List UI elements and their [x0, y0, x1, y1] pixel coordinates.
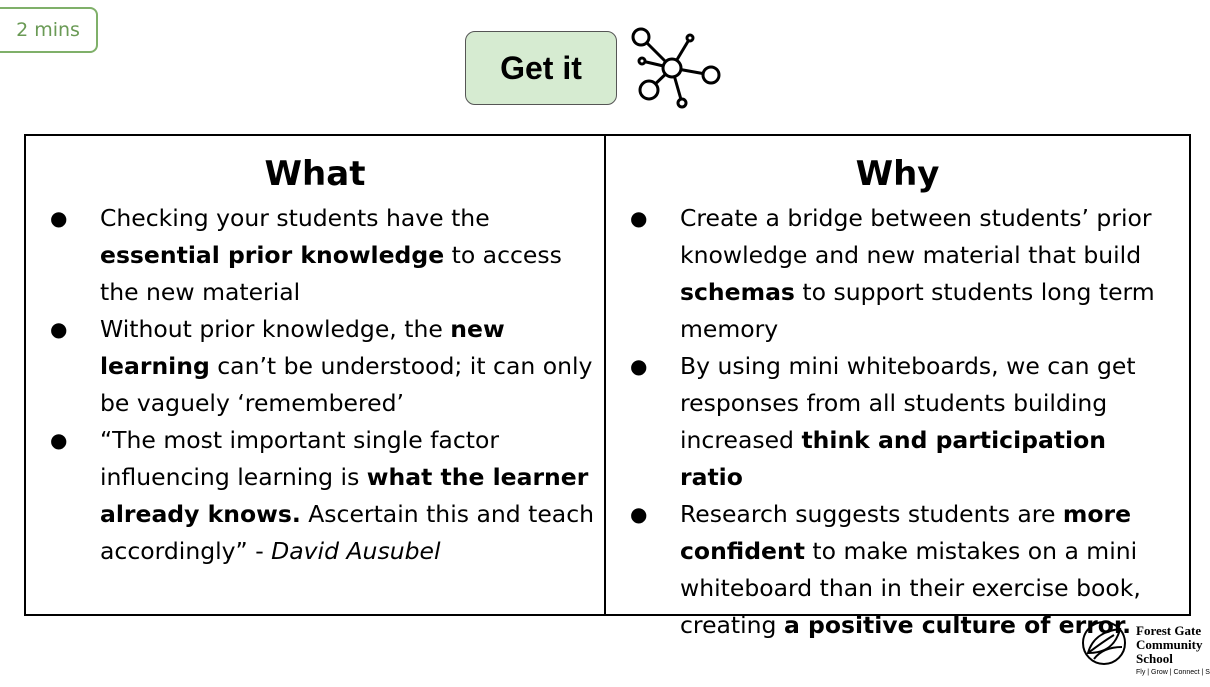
leaf-logo-icon: [1080, 619, 1128, 667]
title-label: Get it: [500, 49, 582, 86]
bullet-dot: ●: [630, 354, 648, 378]
bullet-text-segment: Ascertain this and teach accordingly” -: [100, 500, 595, 565]
why-heading: Why: [855, 154, 940, 194]
bullet-item: [26, 422, 596, 570]
bullet-text-segment: think and participation ratio: [680, 426, 1106, 491]
why-column: [606, 136, 1189, 639]
bullet-text-segment: Create a bridge between students’ prior knowledge and new material that build: [680, 204, 1152, 269]
bullet-text-segment: more confident: [680, 500, 1132, 565]
what-heading: What: [264, 154, 366, 194]
school-logo: [1080, 619, 1210, 685]
bullet-item: [26, 311, 596, 422]
bullet-text-segment: Checking your students have the: [100, 204, 490, 232]
timer-label: 2 mins: [16, 19, 80, 41]
bullet-dot: ●: [50, 317, 68, 341]
bullet-text-segment: Research suggests students are: [680, 500, 1063, 528]
bullet-text-segment: David Ausubel: [271, 537, 441, 565]
what-column: [26, 136, 606, 614]
bullet-text-segment: what the learner already knows.: [100, 463, 589, 528]
bullet-text-segment: to support students long term memory: [680, 278, 1155, 343]
bullet-item: [606, 348, 1166, 496]
bullet-text-segment: schemas: [680, 278, 795, 306]
bullet-text-segment: to make mistakes on a mini whiteboard than in their exercise book, creating: [680, 537, 1141, 639]
bullet-text-segment: Without prior knowledge, the: [100, 315, 451, 343]
timer-badge: [0, 7, 98, 53]
what-bullet-list: [26, 200, 596, 570]
bullet-text-segment: can’t be understood; it can only be vaguely ‘remembered’: [100, 352, 593, 417]
bullet-dot: ●: [50, 428, 68, 452]
network-icon: [626, 24, 722, 112]
bullet-text-segment: to access the new material: [100, 241, 562, 306]
school-name: Forest Gate Community School: [1136, 623, 1203, 666]
bullet-item: [26, 200, 596, 311]
get-it-button[interactable]: [465, 31, 617, 105]
bullet-text-segment: “The most important single factor influencing learning is: [100, 426, 500, 491]
what-why-table: [24, 134, 1191, 639]
bullet-text-segment: essential prior knowledge: [100, 241, 445, 269]
bullet-dot: ●: [630, 206, 648, 230]
bullet-text-segment: new learning: [100, 315, 505, 380]
bullet-dot: ●: [630, 502, 648, 526]
school-tagline: Fly | Grow | Connect | S: [1136, 669, 1210, 676]
bullet-text-segment: a positive culture of error.: [783, 611, 1132, 639]
bullet-dot: ●: [50, 206, 68, 230]
bullet-item: [606, 200, 1166, 348]
why-bullet-list: [606, 200, 1166, 644]
bullet-text-segment: By using mini whiteboards, we can get responses from all students building increased: [680, 352, 1136, 454]
